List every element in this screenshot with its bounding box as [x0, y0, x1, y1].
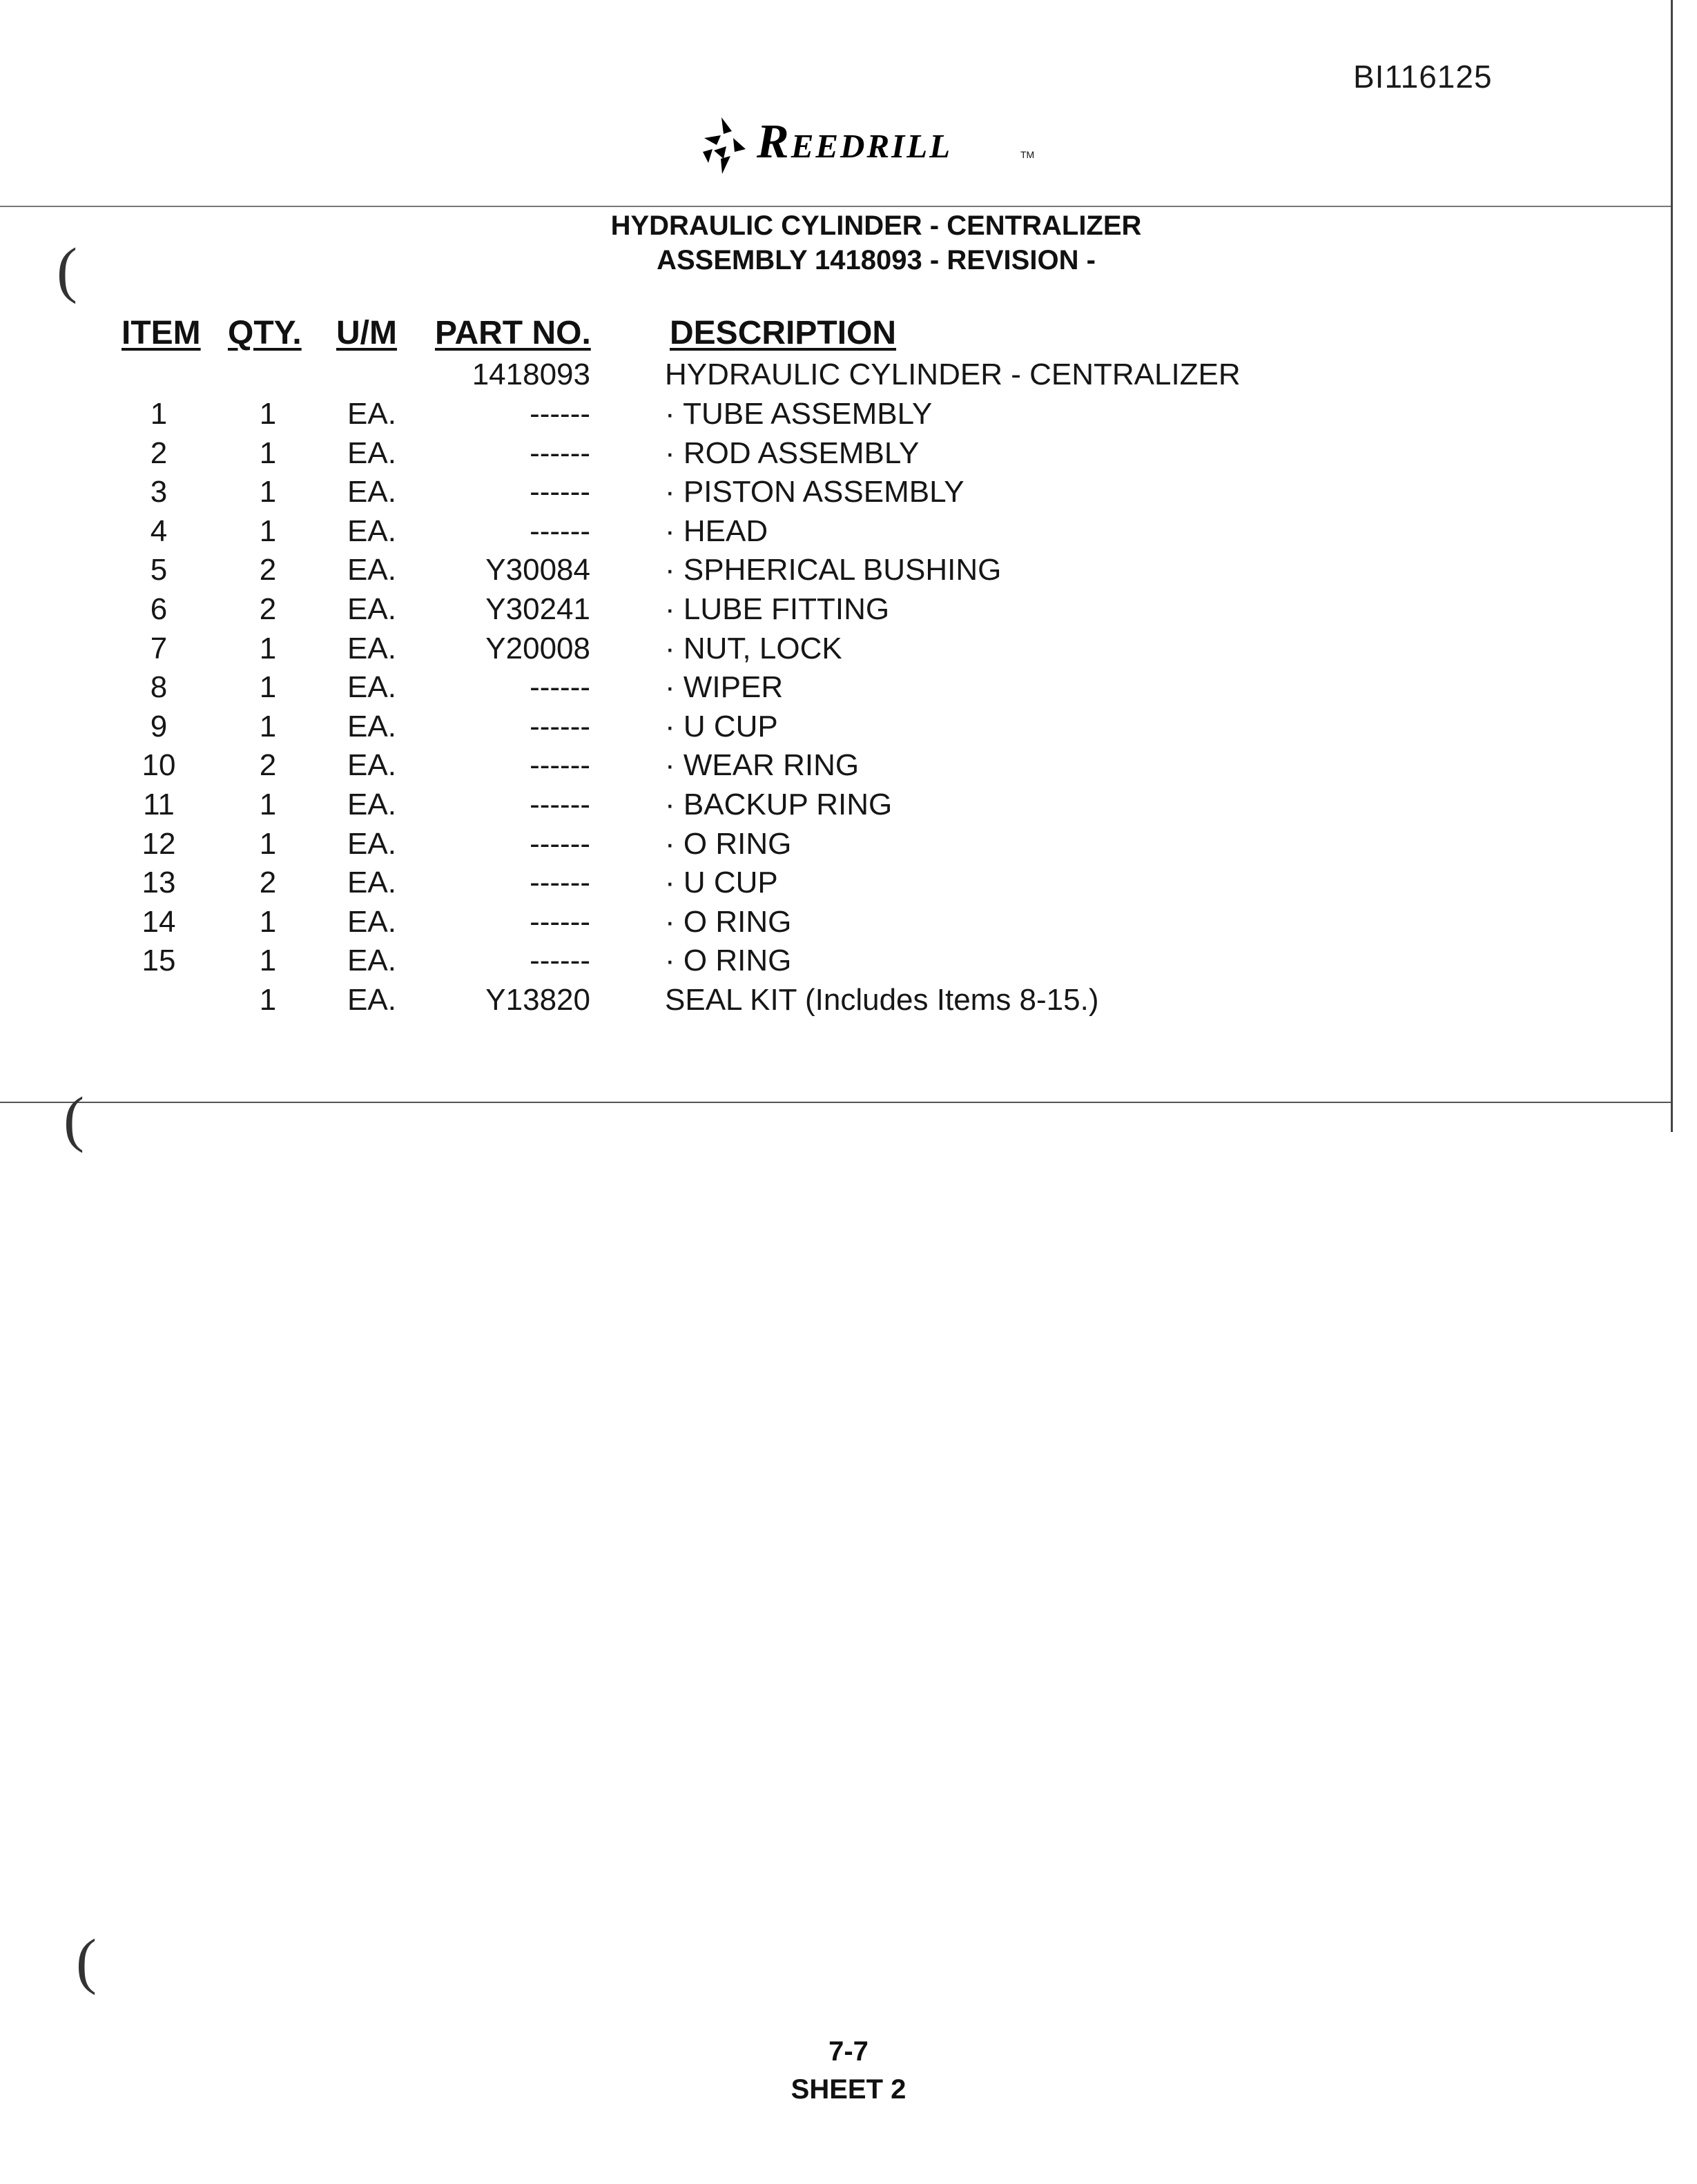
row-qty: 2	[259, 592, 277, 626]
row-qty: 2	[259, 866, 277, 899]
margin-mark: (	[57, 236, 77, 304]
top-divider	[0, 206, 1671, 207]
row-qty: 1	[259, 944, 277, 977]
sheet-label: SHEET 2	[791, 2074, 906, 2105]
row-description: · HEAD	[665, 514, 768, 548]
row-unit: EA.	[347, 905, 396, 939]
right-margin-line	[1671, 0, 1673, 1132]
row-description: · O RING	[665, 905, 792, 939]
margin-mark: (	[76, 1927, 97, 1996]
row-description: · O RING	[665, 944, 792, 977]
row-item-number: 4	[150, 514, 168, 548]
header-um: U/M	[336, 315, 397, 351]
row-description: · U CUP	[665, 866, 778, 899]
page-subtitle: ASSEMBLY 1418093 - REVISION -	[657, 245, 1096, 275]
row-item-number: 1	[150, 397, 168, 431]
row-description: · WIPER	[665, 670, 784, 704]
row-item-number: 2	[150, 436, 168, 470]
row-unit: EA.	[347, 436, 396, 470]
row-description: · WEAR RING	[665, 748, 860, 782]
row-item-number: 14	[142, 905, 176, 939]
row-part-no: ------	[530, 670, 590, 704]
row-qty: 1	[259, 514, 277, 548]
row-description: · PISTON ASSEMBLY	[665, 475, 964, 509]
row-part-no: ------	[530, 397, 590, 431]
row-description: · SPHERICAL BUSHING	[665, 553, 1002, 587]
row-part-no: Y30241	[485, 592, 590, 626]
row-qty: 1	[259, 436, 277, 470]
header-item: ITEM	[122, 315, 201, 351]
drill-bit-icon	[690, 110, 753, 179]
document-id: BI116125	[1353, 59, 1493, 95]
row-part-no: ------	[530, 475, 590, 509]
row-qty: 1	[259, 632, 277, 665]
row-qty: 1	[259, 788, 277, 821]
row-unit: EA.	[347, 944, 396, 977]
row-item-number: 3	[150, 475, 168, 509]
page-number: 7-7	[828, 2036, 869, 2067]
row-unit: EA.	[347, 788, 396, 821]
row-unit: EA.	[347, 632, 396, 665]
row-part-no: ------	[530, 514, 590, 548]
row-part-no: ------	[530, 788, 590, 821]
row-part-no: Y13820	[485, 983, 590, 1017]
row-description: · O RING	[665, 827, 792, 861]
row-qty: 1	[259, 397, 277, 431]
logo-wordmark: Reedrill	[757, 115, 953, 168]
row-item-number: 9	[150, 710, 168, 743]
row-qty: 1	[259, 710, 277, 743]
row-part-no: Y20008	[485, 632, 590, 665]
row-description: · TUBE ASSEMBLY	[665, 397, 933, 431]
row-description: · NUT, LOCK	[665, 632, 842, 665]
row-unit: EA.	[347, 983, 396, 1017]
row-item-number: 8	[150, 670, 168, 704]
assembly-description: HYDRAULIC CYLINDER - CENTRALIZER	[665, 358, 1241, 391]
row-item-number: 10	[142, 748, 176, 782]
assembly-part-no: 1418093	[472, 358, 590, 391]
row-item-number: 12	[142, 827, 176, 861]
row-qty: 1	[259, 475, 277, 509]
row-part-no: Y30084	[485, 553, 590, 587]
row-part-no: ------	[530, 905, 590, 939]
page-title: HYDRAULIC CYLINDER - CENTRALIZER	[610, 211, 1142, 241]
row-unit: EA.	[347, 553, 396, 587]
row-item-number: 11	[143, 788, 175, 821]
row-item-number: 7	[150, 632, 168, 665]
row-description: · BACKUP RING	[665, 788, 893, 821]
row-qty: 1	[259, 905, 277, 939]
row-part-no: ------	[530, 866, 590, 899]
row-unit: EA.	[347, 710, 396, 743]
row-qty: 2	[259, 553, 277, 587]
row-qty: 1	[259, 983, 277, 1017]
row-part-no: ------	[530, 748, 590, 782]
row-unit: EA.	[347, 748, 396, 782]
row-item-number: 5	[150, 553, 168, 587]
row-description: · U CUP	[665, 710, 778, 743]
reedrill-logo	[690, 110, 1049, 179]
row-part-no: ------	[530, 710, 590, 743]
bottom-divider	[0, 1102, 1671, 1103]
row-unit: EA.	[347, 475, 396, 509]
row-qty: 1	[259, 670, 277, 704]
row-item-number: 15	[142, 944, 176, 977]
row-description: · LUBE FITTING	[665, 592, 890, 626]
row-description: · ROD ASSEMBLY	[665, 436, 920, 470]
header-part-no: PART NO.	[435, 315, 591, 351]
row-unit: EA.	[347, 866, 396, 899]
row-unit: EA.	[347, 397, 396, 431]
logo-trademark: TM	[1020, 149, 1035, 160]
margin-mark: (	[64, 1085, 84, 1153]
row-unit: EA.	[347, 827, 396, 861]
row-qty: 1	[259, 827, 277, 861]
row-part-no: ------	[530, 436, 590, 470]
row-unit: EA.	[347, 670, 396, 704]
row-item-number: 6	[150, 592, 168, 626]
row-qty: 2	[259, 748, 277, 782]
row-part-no: ------	[530, 827, 590, 861]
row-unit: EA.	[347, 592, 396, 626]
row-unit: EA.	[347, 514, 396, 548]
row-part-no: ------	[530, 944, 590, 977]
row-description: SEAL KIT (Includes Items 8-15.)	[665, 983, 1099, 1017]
row-item-number: 13	[142, 866, 176, 899]
header-description: DESCRIPTION	[670, 315, 897, 351]
header-qty: QTY.	[228, 315, 302, 351]
